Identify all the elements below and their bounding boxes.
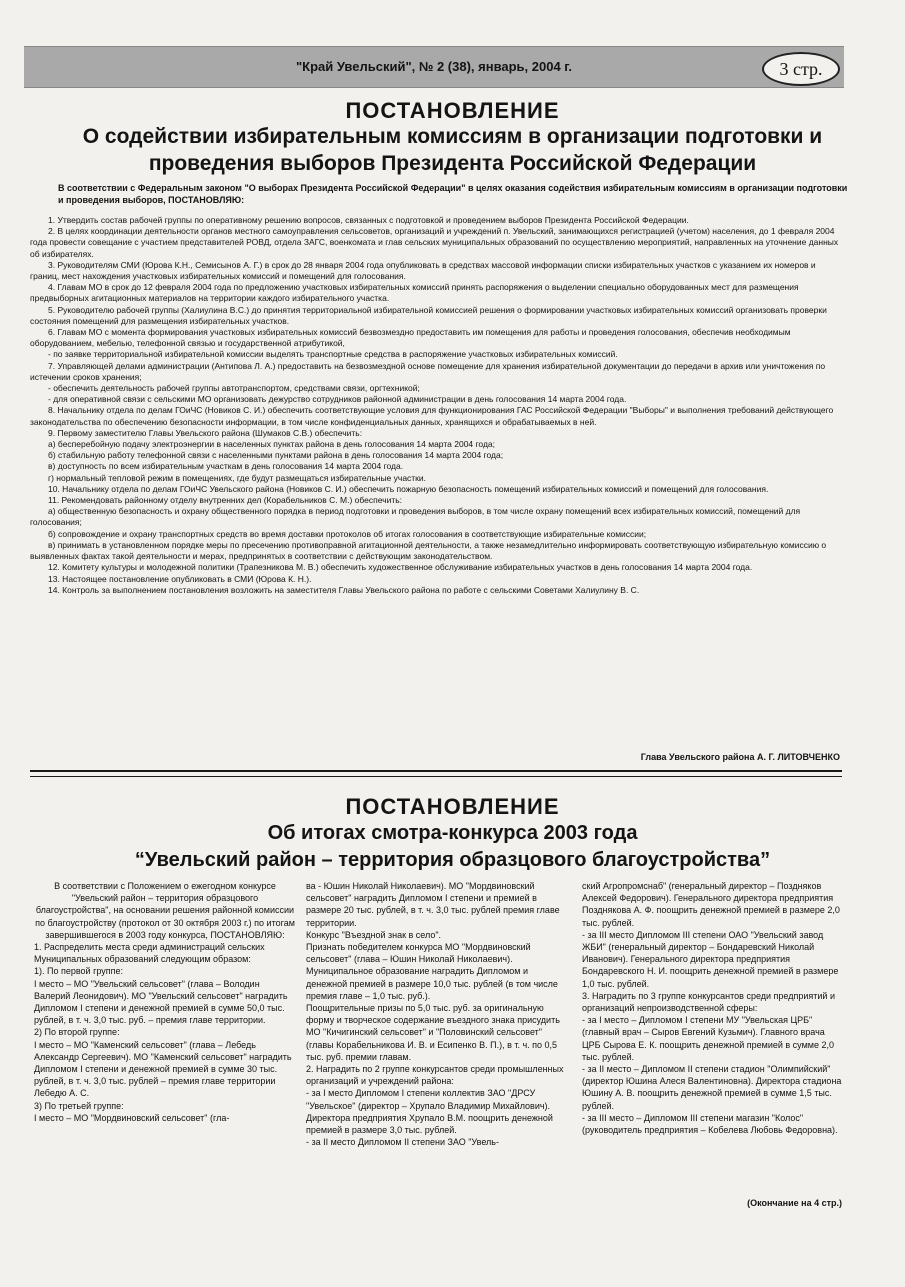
column-paragraph: - за I место Дипломом I степени коллектив ЗАО "ДРСУ "Увельское" (директор – Хрупало Владимир Михайлович). Директора предприятия Хрупало В.М. поощрить денежной премией в размере 3,0 тыс. рублей.: [306, 1088, 553, 1136]
decree-item: в) доступность по всем избирательным участкам в день голосования 14 марта 2004 года.: [48, 461, 404, 472]
article2-title-line1: Об итогах смотра-конкурса 2003 года: [267, 822, 638, 844]
article1-title-line1: О содействии избирательным комиссиям в организации подготовки и: [82, 125, 823, 148]
continued-note: (Окончание на 4 стр.): [747, 1198, 842, 1208]
decree-item: 3. Руководителям СМИ (Юрова К.Н., Семисынов А. Г.) в срок до 28 января 2004 года опубликовать в средствах массовой информации списки избирательных участков с указанием их номеров и границ, мест нахождения участковых избирательных комиссий и помещений для голосования.: [30, 259, 816, 282]
article1-intro: В соответствии с Федеральным законом "О выборах Президента Российской Федерации" в целях оказания содействия избирательным комиссиям в организации подготовки и проведения выборов, ПОСТАНОВЛЯЮ:: [58, 183, 848, 205]
decree-item: в) принимать в установленном порядке меры по пресечению противоправной агитационной деятельности, а также незамедлительно информировать соответствующую избирательную комиссию о выявленных фактах такой деятельности и мерах, предпринятых в соответствии с действующим законодательством.: [30, 539, 827, 562]
decree-item: а) бесперебойную подачу электроэнергии в населенных пунктах района в день голосования 14 марта 2004 года;: [48, 439, 496, 450]
decree-item: 12. Комитету культуры и молодежной политики (Трапезникова М. В.) обеспечить художественное обслуживание избирательных участков в день голосования 14 марта 2004 года.: [48, 562, 753, 573]
decree-item: - обеспечить деятельность рабочей группы автотранспортом, средствами связи, оргтехникой;: [48, 383, 420, 394]
decree-item: 14. Контроль за выполнением постановления возложить на заместителя Главы Увельского района по работе с сельскими Советами Халиулину В. С.: [48, 584, 640, 595]
column-paragraph: I место – МО "Увельский сельсовет" (глава – Володин Валерий Леонидович). МО "Увельский сельсовет" наградить Дипломом I степени и денежной премией в сумме 50,0 тыс. рублей, в т. ч. 3,0 тыс. руб. – премия главе территории.: [34, 978, 288, 1026]
decree-item: 8. Начальнику отдела по делам ГОиЧС (Новиков С. И.) обеспечить соответствующие условия для функционирования ГАС Российской Федерации "Выборы" и выполнения требований действующего законодательства по обеспечению безопасности информации, в том числе конфиденциальных данных, хранящихся и обрабатываемых в ней.: [30, 405, 834, 427]
decree-item: 13. Настоящее постановление опубликовать в СМИ (Юрова К. Н.).: [48, 573, 312, 584]
column-paragraph: ский Агропромснаб" (генеральный директор – Поздняков Алексей Федорович). Генерального директора предприятия Позднякова А. Ф. поощрить денежной премией в размере 2,0 тыс. рублей.: [582, 881, 840, 928]
article1-title-line2: проведения выборов Президента Российской Федерации: [148, 152, 757, 175]
article2-column-1: [34, 880, 296, 1124]
article2-title-line2: “Увельский район – территория образцового благоустройства”: [134, 849, 771, 871]
decree-item: 11. Рекомендовать районному отделу внутренних дел (Корабельников С. М.) обеспечить:: [48, 495, 403, 506]
column-paragraph: - за I место – Дипломом I степени МУ "Увельская ЦРБ" (главный врач – Сыров Евгений Кузьмич). Главного врача ЦРБ Сырова Е. К. поощрить денежной премией в сумме 2,0 тыс. рублей.: [582, 1015, 834, 1062]
article1-items: [30, 215, 842, 596]
column-paragraph: - за II место Дипломом II степени ЗАО "Увель-: [306, 1137, 499, 1148]
decree-item: 5. Руководителю рабочей группы (Халиулина В.С.) до принятия территориальной избирательной комиссией решения о формировании участковых избирательных комиссий организовать проверки состояния помещений для размещения избирательных участков.: [30, 304, 827, 326]
masthead-text: "Край Увельский", № 2 (38), январь, 2004 г.: [295, 59, 573, 74]
column-paragraph: 2) По второй группе:: [34, 1027, 120, 1038]
column-paragraph: ва - Юшин Николай Николаевич). МО "Мордвиновский сельсовет" наградить Дипломом I степени и премией в размере 20 тыс. рублей, в т. ч. 3,0 тыс. рублей премия главе территории.: [306, 881, 560, 928]
column-paragraph: I место – МО "Мордвиновский сельсовет" (гла-: [34, 1112, 230, 1123]
article2-kind: ПОСТАНОВЛЕНИЕ: [345, 794, 560, 819]
page-number-badge: 3 стр.: [762, 52, 840, 86]
article2-column-3: [582, 880, 842, 1136]
article2-column-2: [306, 880, 568, 1148]
decree-item: б) стабильную работу телефонной связи с населенными пунктами района в день голосования 14 марта 2004 года;: [48, 450, 504, 461]
decree-item: - для оперативной связи с сельскими МО организовать дежурство сотрудников районной администрации в день голосования 14 марта 2004 года.: [48, 394, 627, 405]
decree-item: 1. Утвердить состав рабочей группы по оперативному решению вопросов, связанных с подготовкой и проведением выборов Президента Российской Федерации.: [48, 215, 689, 225]
decree-item: б) сопровождение и охрану транспортных средств во время доставки протоколов об итогах голосования в соответствующие избирательные комиссии;: [48, 528, 647, 539]
column-paragraph: 1. Распределить места среди администраций сельских Муниципальных образований следующим образом:: [34, 942, 265, 965]
section-divider-thin: [30, 776, 842, 777]
masthead-band: [24, 46, 844, 88]
column-paragraph: 1). По первой группе:: [34, 966, 124, 977]
column-paragraph: Признать победителем конкурса МО "Мордвиновский сельсовет" (глава – Юшин Николай Николаевич). Муниципальное образование наградить Дипломом и денежной премией в размере 10,0 тыс. рублей (в том числе премия главе – 1,0 тыс. руб.).: [306, 942, 558, 1001]
column-paragraph: I место – МО "Каменский сельсовет" (глава – Лебедь Александр Сергеевич). МО "Каменский сельсовет" наградить Дипломом I степени и денежной премией в сумме 30 тыс. рублей, в т. ч. 3,0 тыс. рублей – премия главе территории Лебедю А. С.: [34, 1039, 292, 1099]
column-paragraph: - за III место Дипломом III степени ОАО "Увельский завод ЖБИ" (генеральный директор – Бондаревский Николай Иванович). Генерального директора предприятия Бондаревского Н. И. поощрить денежной премией в размере 1,0 тыс. рублей.: [582, 929, 839, 989]
decree-item: г) нормальный тепловой режим в помещениях, где будут размещаться избирательные участки.: [48, 472, 427, 483]
article1-signature: Глава Увельского района А. Г. ЛИТОВЧЕНКО: [640, 752, 840, 762]
decree-item: 9. Первому заместителю Главы Увельского района (Шумаков С.В.) обеспечить:: [48, 427, 363, 438]
column-paragraph: - за II место – Дипломом II степени стадион "Олимпийский" (директор Юшина Алеся Валентиновна). Директора стадиона Юшину А. В. поощрить денежной премией в сумме 1,5 тыс. рублей.: [582, 1064, 842, 1111]
column-paragraph: В соответствии с Положением о ежегодном конкурсе "Увельский район – территория образцового благоустройства", на основании решения районной комиссии по благоустройству (протокол от 30 октября 2003 г.) по итогам завершившегося в 2003 году конкурса, ПОСТАНОВЛЯЮ:: [35, 881, 295, 940]
column-paragraph: Конкурс "Въездной знак в село".: [306, 929, 442, 940]
article1-kind: ПОСТАНОВЛЕНИЕ: [345, 98, 560, 123]
decree-item: 2. В целях координации деятельности органов местного самоуправления сельсоветов, организаций и учреждений п. Увельский, занимающихся регистрацией (учетом) населения, до 1 февраля 2004 года провести совещание с участием представителей РОВД, отдела ЗАГС, военкомата и глав сельских муниципальных образований по осуществлению мероприятий, направленных на уточнение данных об избирателях.: [30, 226, 839, 259]
decree-item: 7. Управляющей делами администрации (Антипова Л. А.) предоставить на безвозмездной основе помещение для хранения избирательной документации до передачи в архив или уничтожения по истечении сроков хранения;: [30, 360, 826, 382]
column-paragraph: Поощрительные призы по 5,0 тыс. руб. за оригинальную форму и творческое содержание въездного знака присудить МО "Кичигинский сельсовет" и "Половинский сельсовет" (главы Корабельникова И. В. и Есипенко В. П.), в т. ч. по 0,5 тыс. руб. премии главам.: [306, 1003, 560, 1062]
decree-item: 6. Главам МО с момента формирования участковых избирательных комиссий безвозмездно предоставить им помещения для работы и проведения голосования, обеспечив необходимым оборудованием, мебелью, телефонной связью и государственной атрибутикой,: [30, 327, 791, 349]
column-paragraph: 2. Наградить по 2 группе конкурсантов среди промышленных организаций и учреждений района:: [306, 1064, 564, 1087]
decree-item: - по заявке территориальной избирательной комиссии выделять транспортные средства в распоряжение участковых избирательных комиссий.: [48, 349, 618, 360]
column-paragraph: - за III место – Дипломом III степени магазин "Колос" (руководитель предприятия – Кобелева Любовь Федоровна).: [582, 1112, 838, 1136]
section-divider: [30, 770, 842, 772]
column-paragraph: 3) По третьей группе:: [34, 1100, 124, 1111]
column-paragraph: 3. Наградить по 3 группе конкурсантов среди предприятий и организаций непроизводственной сферы:: [582, 990, 835, 1014]
decree-item: 10. Начальнику отдела по делам ГОиЧС Увельского района (Новиков С. И.) обеспечить пожарную безопасность помещений избирательных комиссий и помещений для голосования.: [48, 483, 769, 494]
decree-item: 4. Главам МО в срок до 12 февраля 2004 года по предложению участковых избирательных комиссий принять распоряжения о выделении специально оборудованных мест для размещения предвыборных агитационных материалов на территории каждого избирательного участка.: [30, 282, 799, 304]
decree-item: а) общественную безопасность и охрану общественного порядка в период подготовки и проведения выборов, в том числе охрану помещений всех избирательных комиссий, помещений для голосования;: [30, 506, 801, 528]
